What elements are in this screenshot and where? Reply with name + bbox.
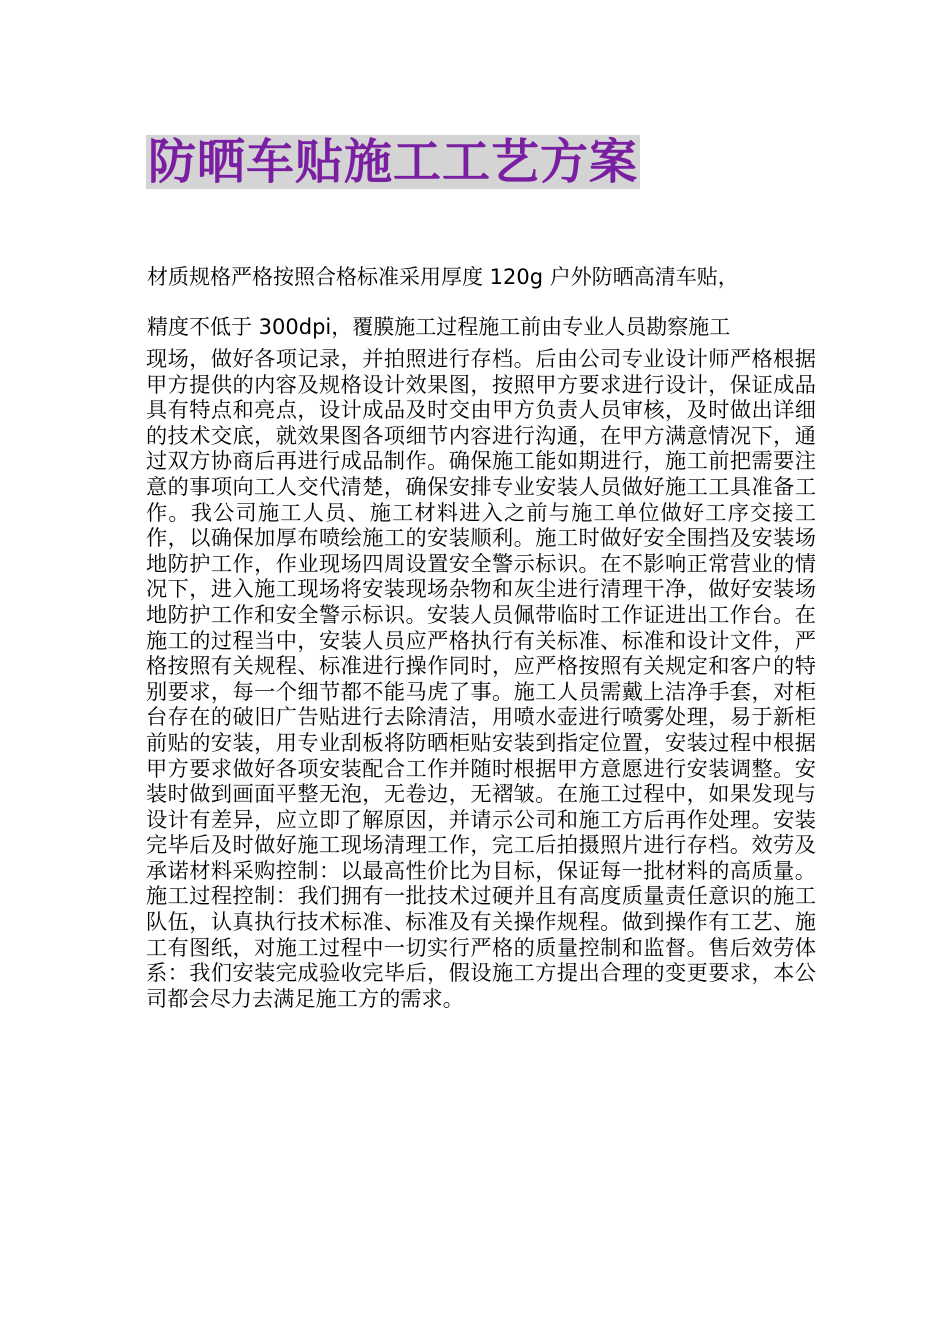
document-title: 防晒车贴施工工艺方案 bbox=[148, 134, 639, 190]
paragraph-body: 现场，做好各项记录，并拍照进行存档。后由公司专业设计师严格根据甲方提供的内容及规格设计效果图，按照甲方要求进行设计，保证成品具有特点和亮点，设计成品及时交由甲方负责人员审核，及时做出详细的技术交底，就效果图各项细节内容进行沟通，在甲方满意情况下，通过双方协商后再进行成品制作。确保施工能如期进行，施工前把需要注意的事项向工人交代清楚，确保安排专业安装人员做好施工工具准备工作。我公司施工人员、施工材料进入之前与施工单位做好工序交接工作，以确保加厚布喷绘施工的安装顺利。施工时做好安全围挡及安装场地防护工作，作业现场四周设置安全警示标识。在不影响正常营业的情况下，进入施工现场将安装现场杂物和灰尘进行清理干净，做好安装场地防护工作和安全警示标识。安装人员佩带临时工作证进出工作台。在施工的过程当中，安装人员应严格执行有关标准、标准和设计文件，严格按照有关规程、标准进行操作同时，应严格按照有关规定和客户的特别要求，每一个细节都不能马虎了事。施工人员需戴上洁净手套，对柜台存在的破旧广告贴进行去除清洁，用喷水壶进行喷雾处理，易于新柜前贴的安装，用专业刮板将防晒柜贴安装到指定位置，安装过程中根据甲方要求做好各项安装配合工作并随时根据甲方意愿进行安装调整。安装时做到画面平整无泡，无卷边，无褶皱。在施工过程中，如果发现与设计有差异，应立即了解原因，并请示公司和施工方后再作处理。安装完毕后及时做好施工现场清理工作，完工后拍摄照片进行存档。效劳及承诺材料采购控制：以最高性价比为目标，保证每一批材料的高质量。施工过程控制：我们拥有一批技术过硬并且有高度质量责任意识的施工队伍，认真执行技术标准、标准及有关操作规程。做到操作有工艺、施工有图纸，对施工过程中一切实行严格的质量控制和监督。售后效劳体系：我们安装完成验收完毕后，假设施工方提出合理的变更要求，本公司都会尽力去满足施工方的需求。 bbox=[146, 346, 816, 1011]
paragraph-line-1: 材质规格严格按照合格标准采用厚度 120g 户外防晒高清车贴， bbox=[147, 265, 739, 289]
paragraph-line-2: 精度不低于 300dpi，覆膜施工过程施工前由专业人员勘察施工 bbox=[147, 315, 731, 339]
